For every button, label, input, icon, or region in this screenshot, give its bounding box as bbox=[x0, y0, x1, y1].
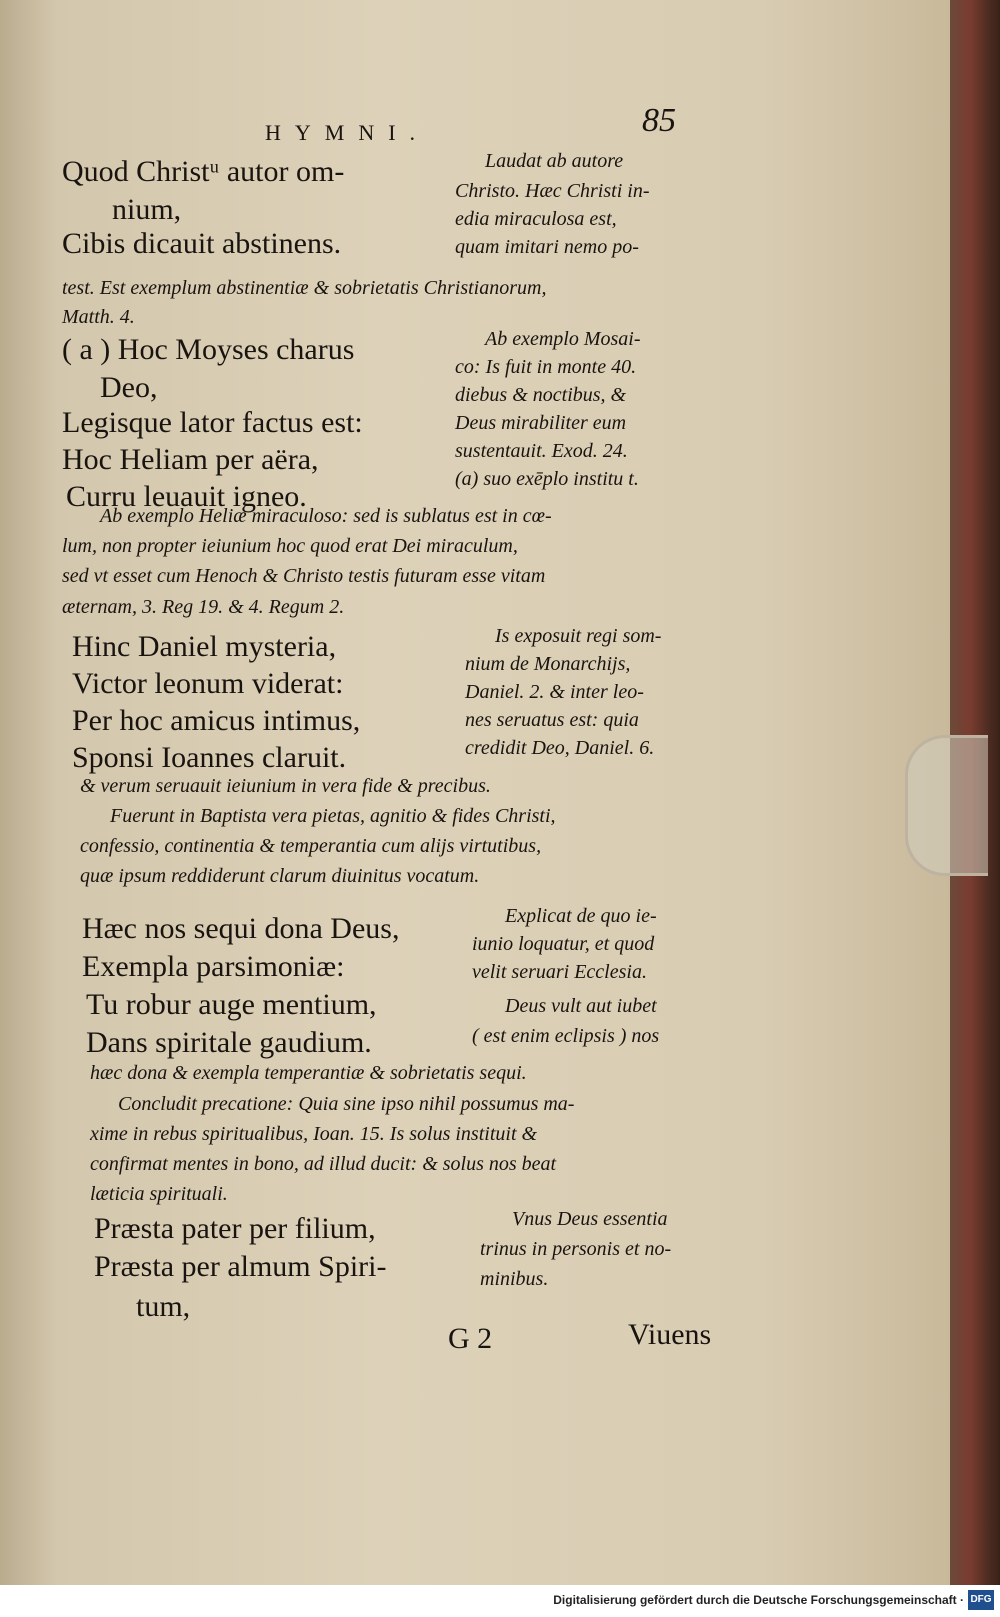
commentary-line: nes seruatus est: quia bbox=[465, 709, 639, 731]
commentary-line: confirmat mentes in bono, ad illud ducit: & solus nos beat bbox=[90, 1153, 557, 1175]
page-number: 85 bbox=[642, 102, 676, 139]
hymn-verse-line: Legisque lator factus est: bbox=[62, 406, 363, 439]
commentary-line: Explicat de quo ie- bbox=[505, 905, 657, 927]
commentary-line: læticia spirituali. bbox=[90, 1183, 228, 1205]
hymn-verse-line: Tu robur auge mentium, bbox=[86, 988, 377, 1021]
commentary-line: & verum seruauit ieiunium in vera fide & precibus. bbox=[80, 775, 491, 797]
hymn-verse-line: Curru leuauit igneo. bbox=[66, 480, 307, 513]
commentary-line: lum, non propter ieiunium hoc quod erat Dei miraculum, bbox=[62, 535, 518, 557]
hymn-verse-line: Dans spiritale gaudium. bbox=[86, 1026, 372, 1059]
hymn-verse-line: Cibis dicauit abstinens. bbox=[62, 227, 342, 260]
hymn-verse-line: Hæc nos sequi dona Deus, bbox=[82, 912, 400, 945]
hymn-verse-line: Præsta per almum Spiri- bbox=[94, 1250, 387, 1283]
signature-mark: G 2 bbox=[448, 1322, 493, 1355]
commentary-line: Laudat ab autore bbox=[485, 150, 624, 172]
footer-credit: Digitalisierung gefördert durch die Deutsche Forschungsgemeinschaft · bbox=[553, 1593, 964, 1607]
commentary-line: Deus vult aut iubet bbox=[505, 995, 657, 1017]
running-title: HYMNI. bbox=[265, 120, 430, 145]
commentary-line: diebus & noctibus, & bbox=[455, 384, 627, 406]
dfg-logo-icon: DFG bbox=[968, 1590, 994, 1610]
commentary-line: iunio loquatur, et quod bbox=[472, 933, 655, 955]
hymn-verse-line: Hinc Daniel mysteria, bbox=[72, 630, 337, 663]
commentary-line: quæ ipsum reddiderunt clarum diuinitus vocatum. bbox=[80, 865, 480, 887]
commentary-line: Concludit precatione: Quia sine ipso nihil possumus ma- bbox=[118, 1093, 575, 1115]
commentary-line: æternam, 3. Reg 19. & 4. Regum 2. bbox=[62, 596, 345, 618]
commentary-line: minibus. bbox=[480, 1268, 549, 1290]
commentary-line: Fuerunt in Baptista vera pietas, agnitio & fides Christi, bbox=[110, 805, 556, 827]
commentary-line: confessio, continentia & temperantia cum alijs virtutibus, bbox=[80, 835, 542, 857]
hymn-verse-line: nium, bbox=[112, 193, 182, 226]
commentary-line: Vnus Deus essentia bbox=[512, 1208, 668, 1230]
commentary-line: velit seruari Ecclesia. bbox=[472, 961, 647, 983]
hymn-verse-line: tum, bbox=[136, 1290, 191, 1323]
commentary-line: Ab exemplo Mosai- bbox=[485, 328, 641, 350]
hymn-verse-line: Sponsi Ioannes claruit. bbox=[72, 741, 347, 774]
commentary-line: trinus in personis et no- bbox=[480, 1238, 672, 1260]
commentary-line: credidit Deo, Daniel. 6. bbox=[465, 737, 655, 759]
page-clip bbox=[905, 735, 988, 876]
commentary-line: quam imitari nemo po- bbox=[455, 236, 639, 258]
commentary-line: Deus mirabiliter eum bbox=[455, 412, 627, 434]
commentary-line: edia miraculosa est, bbox=[455, 208, 617, 230]
hymn-verse-line: Victor leonum viderat: bbox=[72, 667, 344, 700]
commentary-line: nium de Monarchijs, bbox=[465, 653, 631, 675]
commentary-line: sustentauit. Exod. 24. bbox=[455, 440, 628, 462]
hymn-verse-line: Per hoc amicus intimus, bbox=[72, 704, 361, 737]
footer-bar bbox=[0, 1585, 1000, 1617]
hymn-verse-line: Deo, bbox=[100, 371, 158, 404]
commentary-line: Is exposuit regi som- bbox=[495, 625, 662, 647]
commentary-line: xime in rebus spiritualibus, Ioan. 15. Is solus instituit & bbox=[90, 1123, 538, 1145]
hymn-verse-line: Quod Christᵘ autor om- bbox=[62, 155, 345, 188]
commentary-line: sed vt esset cum Henoch & Christo testis futuram esse vitam bbox=[62, 565, 546, 587]
commentary-line: (a) suo exēplo institu t. bbox=[455, 468, 639, 490]
hymn-verse-line: ( a ) Hoc Moyses charus bbox=[62, 333, 355, 366]
catchword: Viuens bbox=[628, 1318, 712, 1351]
commentary-line: test. Est exemplum abstinentiæ & sobrietatis Christianorum, bbox=[62, 277, 547, 299]
commentary-line: Daniel. 2. & inter leo- bbox=[465, 681, 644, 703]
commentary-line: co: Is fuit in monte 40. bbox=[455, 356, 637, 378]
hymn-verse-line: Exempla parsimoniæ: bbox=[82, 950, 345, 983]
commentary-line: ( est enim eclipsis ) nos bbox=[472, 1025, 660, 1047]
hymn-verse-line: Præsta pater per filium, bbox=[94, 1212, 376, 1245]
hymn-verse-line: Hoc Heliam per aëra, bbox=[62, 443, 319, 476]
commentary-line: Ab exemplo Heliæ miraculoso: sed is sublatus est in cœ- bbox=[100, 505, 552, 527]
commentary-line: hæc dona & exempla temperantiæ & sobrietatis sequi. bbox=[90, 1062, 527, 1084]
commentary-line: Christo. Hæc Christi in- bbox=[455, 180, 650, 202]
commentary-line: Matth. 4. bbox=[62, 306, 135, 328]
